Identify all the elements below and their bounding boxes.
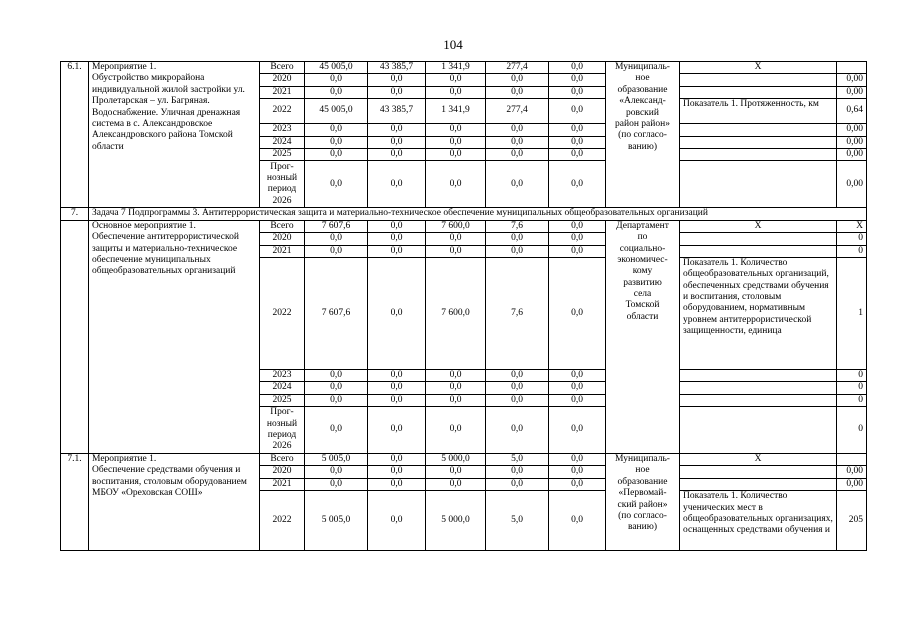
indicator-cell xyxy=(680,161,837,208)
executor: Муниципаль- ное образование «Александ- ровский район район» (по согласо- ванию) xyxy=(606,62,680,208)
amount-cell: 7 607,6 xyxy=(305,257,368,369)
indicator-cell: Показатель 1. Количество ученических мест в общеобразовательных организациях, оснащенных средствами обучения и xyxy=(680,491,837,551)
year-cell: Прог- нозный период 2026 xyxy=(260,407,305,454)
amount-cell: 0,0 xyxy=(368,124,426,136)
amount-cell: 0,0 xyxy=(368,74,426,86)
year-cell: 2022 xyxy=(260,491,305,551)
indicator-value: 0,00 xyxy=(837,148,867,160)
amount-cell: 5 000,0 xyxy=(426,454,486,466)
amount-cell: 0,0 xyxy=(368,407,426,454)
year-cell: 2021 xyxy=(260,86,305,98)
indicator-cell xyxy=(680,74,837,86)
amount-cell: 7 600,0 xyxy=(426,257,486,369)
amount-cell: 0,0 xyxy=(549,74,606,86)
amount-cell: 0,0 xyxy=(486,382,549,394)
indicator-value: 0,00 xyxy=(837,161,867,208)
amount-cell: 0,0 xyxy=(426,124,486,136)
amount-cell: 0,0 xyxy=(426,161,486,208)
year-cell: 2020 xyxy=(260,233,305,245)
indicator-value xyxy=(837,454,867,466)
amount-cell: 0,0 xyxy=(305,161,368,208)
row-number: 7.1. xyxy=(61,454,89,551)
amount-cell: 0,0 xyxy=(426,382,486,394)
amount-cell: 0,0 xyxy=(549,454,606,466)
amount-cell: 0,0 xyxy=(549,382,606,394)
indicator-value: 0 xyxy=(837,233,867,245)
indicator-value: 0,64 xyxy=(837,99,867,124)
indicator-cell xyxy=(680,466,837,478)
amount-cell: 0,0 xyxy=(426,233,486,245)
indicator-cell xyxy=(680,124,837,136)
amount-cell: 0,0 xyxy=(305,478,368,490)
amount-cell: 0,0 xyxy=(549,161,606,208)
task-number: 7. xyxy=(61,208,89,220)
indicator-value: 0,00 xyxy=(837,86,867,98)
indicator-cell xyxy=(680,407,837,454)
amount-cell: 277,4 xyxy=(486,99,549,124)
amount-cell: 0,0 xyxy=(368,454,426,466)
amount-cell: 5 005,0 xyxy=(305,491,368,551)
amount-cell: 45 005,0 xyxy=(305,62,368,74)
year-cell: 2021 xyxy=(260,478,305,490)
amount-cell: 0,0 xyxy=(368,382,426,394)
year-cell: 2022 xyxy=(260,99,305,124)
amount-cell: 0,0 xyxy=(368,86,426,98)
amount-cell: 7 607,6 xyxy=(305,220,368,232)
year-cell: 2023 xyxy=(260,369,305,381)
amount-cell: 0,0 xyxy=(426,466,486,478)
amount-cell: 0,0 xyxy=(486,466,549,478)
year-cell: Прог- нозный период 2026 xyxy=(260,161,305,208)
amount-cell: 0,0 xyxy=(549,62,606,74)
table-row xyxy=(61,454,867,466)
amount-cell: 0,0 xyxy=(426,148,486,160)
activity-name: Основное мероприятие 1. Обеспечение антитеррористической защиты и материально-техническое обеспечение муниципальных общеобразовательных организаций xyxy=(89,220,260,453)
amount-cell: 43 385,7 xyxy=(368,62,426,74)
year-cell: Всего xyxy=(260,62,305,74)
indicator-value: 0 xyxy=(837,382,867,394)
amount-cell: 0,0 xyxy=(549,124,606,136)
indicator-value: 0,00 xyxy=(837,478,867,490)
amount-cell: 0,0 xyxy=(549,478,606,490)
activity-name: Мероприятие 1. Обустройство микрорайона индивидуальной жилой застройки ул. Пролетарская – ул. Багряная. Водоснабжение. Уличная дренажная система в с. Александровское Александровского района Томской области xyxy=(89,62,260,208)
amount-cell: 0,0 xyxy=(368,257,426,369)
executor: Муниципаль- ное образование «Первомай- ский район» (по согласо- ванию) xyxy=(606,454,680,551)
year-cell: 2023 xyxy=(260,124,305,136)
amount-cell: 0,0 xyxy=(368,220,426,232)
amount-cell: 0,0 xyxy=(368,245,426,257)
amount-cell: 0,0 xyxy=(305,382,368,394)
amount-cell: 0,0 xyxy=(368,394,426,406)
year-cell: 2024 xyxy=(260,382,305,394)
year-cell: 2021 xyxy=(260,245,305,257)
indicator-cell xyxy=(680,382,837,394)
amount-cell: 5,0 xyxy=(486,491,549,551)
year-cell: 2024 xyxy=(260,136,305,148)
year-cell: Всего xyxy=(260,454,305,466)
indicator-value: 0 xyxy=(837,245,867,257)
amount-cell: 0,0 xyxy=(549,99,606,124)
amount-cell: 0,0 xyxy=(549,148,606,160)
indicator-cell: X xyxy=(680,220,837,232)
executor: Департамент по социально- экономичес- кому развитию села Томской области xyxy=(606,220,680,453)
amount-cell: 0,0 xyxy=(486,233,549,245)
amount-cell: 0,0 xyxy=(305,466,368,478)
indicator-value: 0,00 xyxy=(837,74,867,86)
indicator-cell xyxy=(680,245,837,257)
year-cell: 2025 xyxy=(260,148,305,160)
indicator-value xyxy=(837,62,867,74)
amount-cell: 0,0 xyxy=(426,136,486,148)
amount-cell: 0,0 xyxy=(368,466,426,478)
amount-cell: 0,0 xyxy=(549,220,606,232)
amount-cell: 0,0 xyxy=(486,161,549,208)
year-cell: 2025 xyxy=(260,394,305,406)
amount-cell: 0,0 xyxy=(305,124,368,136)
indicator-cell xyxy=(680,478,837,490)
year-cell: 2020 xyxy=(260,74,305,86)
amount-cell: 0,0 xyxy=(305,369,368,381)
amount-cell: 0,0 xyxy=(368,233,426,245)
amount-cell: 0,0 xyxy=(426,369,486,381)
amount-cell: 5 000,0 xyxy=(426,491,486,551)
amount-cell: 0,0 xyxy=(549,491,606,551)
amount-cell: 0,0 xyxy=(486,478,549,490)
indicator-value: 205 xyxy=(837,491,867,551)
indicator-cell: X xyxy=(680,454,837,466)
indicator-value: 0 xyxy=(837,369,867,381)
amount-cell: 0,0 xyxy=(549,407,606,454)
indicator-cell: X xyxy=(680,62,837,74)
amount-cell: 0,0 xyxy=(426,245,486,257)
amount-cell: 0,0 xyxy=(426,394,486,406)
indicator-cell xyxy=(680,369,837,381)
amount-cell: 0,0 xyxy=(368,369,426,381)
indicator-cell xyxy=(680,233,837,245)
amount-cell: 0,0 xyxy=(305,407,368,454)
page-number: 104 xyxy=(443,37,463,52)
amount-cell: 0,0 xyxy=(549,86,606,98)
table-row xyxy=(61,62,867,74)
amount-cell: 0,0 xyxy=(549,245,606,257)
activity-name: Мероприятие 1. Обеспечение средствами обучения и воспитания, столовым оборудованием МБОУ «Ореховская СОШ» xyxy=(89,454,260,551)
amount-cell: 7,6 xyxy=(486,220,549,232)
indicator-value: 0,00 xyxy=(837,124,867,136)
amount-cell: 0,0 xyxy=(486,369,549,381)
amount-cell: 0,0 xyxy=(368,478,426,490)
budget-table xyxy=(60,61,867,551)
year-cell: 2022 xyxy=(260,257,305,369)
amount-cell: 0,0 xyxy=(486,136,549,148)
amount-cell: 0,0 xyxy=(305,74,368,86)
amount-cell: 0,0 xyxy=(305,136,368,148)
amount-cell: 0,0 xyxy=(426,86,486,98)
indicator-cell xyxy=(680,148,837,160)
task-row xyxy=(61,208,867,220)
amount-cell: 0,0 xyxy=(368,161,426,208)
indicator-cell xyxy=(680,86,837,98)
row-number: 6.1. xyxy=(61,62,89,208)
amount-cell: 0,0 xyxy=(549,466,606,478)
amount-cell: 0,0 xyxy=(305,245,368,257)
amount-cell: 0,0 xyxy=(486,124,549,136)
row-number xyxy=(61,220,89,453)
amount-cell: 43 385,7 xyxy=(368,99,426,124)
amount-cell: 0,0 xyxy=(368,491,426,551)
indicator-value: 1 xyxy=(837,257,867,369)
amount-cell: 0,0 xyxy=(486,394,549,406)
amount-cell: 0,0 xyxy=(486,407,549,454)
amount-cell: 0,0 xyxy=(305,233,368,245)
amount-cell: 0,0 xyxy=(549,394,606,406)
year-cell: 2020 xyxy=(260,466,305,478)
indicator-value: 0 xyxy=(837,407,867,454)
amount-cell: 0,0 xyxy=(305,394,368,406)
amount-cell: 0,0 xyxy=(486,74,549,86)
amount-cell: 7,6 xyxy=(486,257,549,369)
amount-cell: 0,0 xyxy=(486,148,549,160)
amount-cell: 0,0 xyxy=(486,245,549,257)
indicator-cell: Показатель 1. Количество общеобразовательных организаций, обеспеченных средствами обучения и воспитания, столовым оборудованием, нормативным уровнем антитеррористической защищенности, единица xyxy=(680,257,837,369)
amount-cell: 5 005,0 xyxy=(305,454,368,466)
table-row xyxy=(61,220,867,232)
task-title: Задача 7 Подпрограммы 3. Антитеррористическая защита и материально-техническое обеспечение муниципальных общеобразовательных организаций xyxy=(89,208,867,220)
indicator-value: 0,00 xyxy=(837,136,867,148)
amount-cell: 0,0 xyxy=(305,148,368,160)
indicator-cell: Показатель 1. Протяженность, км xyxy=(680,99,837,124)
amount-cell: 0,0 xyxy=(368,136,426,148)
amount-cell: 277,4 xyxy=(486,62,549,74)
amount-cell: 0,0 xyxy=(549,233,606,245)
amount-cell: 0,0 xyxy=(368,148,426,160)
amount-cell: 1 341,9 xyxy=(426,99,486,124)
amount-cell: 0,0 xyxy=(486,86,549,98)
amount-cell: 45 005,0 xyxy=(305,99,368,124)
amount-cell: 0,0 xyxy=(426,407,486,454)
amount-cell: 0,0 xyxy=(549,369,606,381)
amount-cell: 7 600,0 xyxy=(426,220,486,232)
amount-cell: 5,0 xyxy=(486,454,549,466)
indicator-cell xyxy=(680,136,837,148)
indicator-value: 0,00 xyxy=(837,466,867,478)
year-cell: Всего xyxy=(260,220,305,232)
amount-cell: 0,0 xyxy=(305,86,368,98)
indicator-cell xyxy=(680,394,837,406)
amount-cell: 0,0 xyxy=(426,74,486,86)
indicator-value: 0 xyxy=(837,394,867,406)
amount-cell: 1 341,9 xyxy=(426,62,486,74)
amount-cell: 0,0 xyxy=(549,136,606,148)
amount-cell: 0,0 xyxy=(549,257,606,369)
amount-cell: 0,0 xyxy=(426,478,486,490)
indicator-value: X xyxy=(837,220,867,232)
